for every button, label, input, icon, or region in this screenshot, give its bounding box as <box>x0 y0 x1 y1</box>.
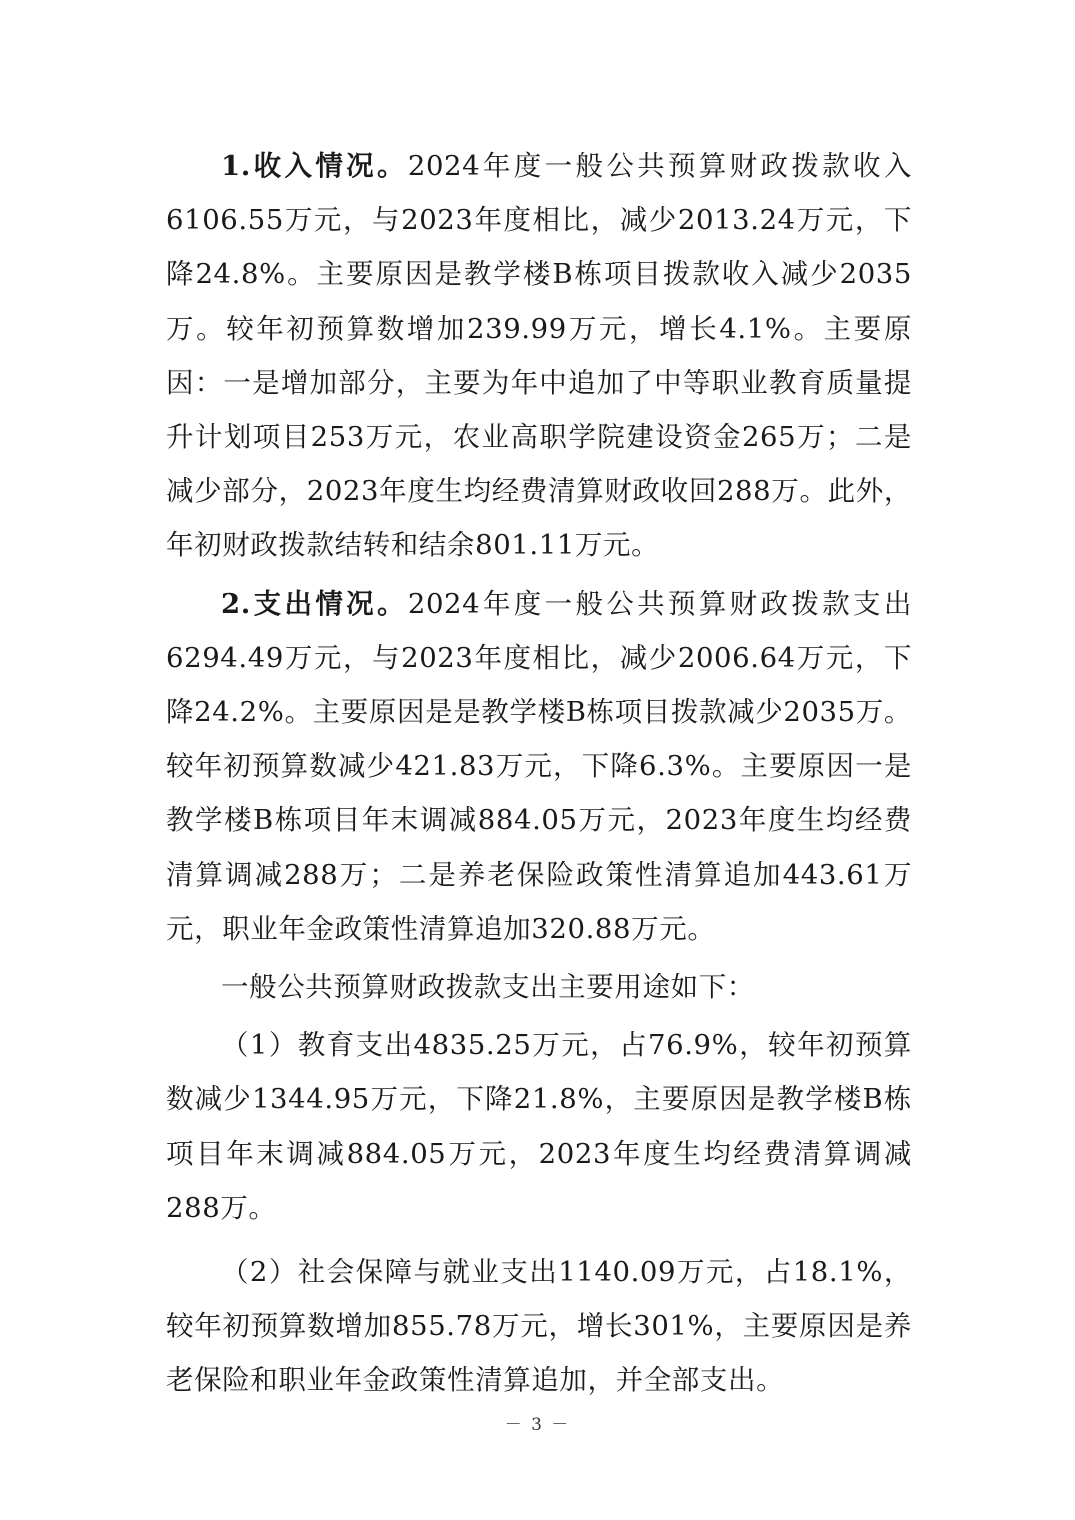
income-paragraph <box>166 139 912 573</box>
income-heading: 1.收入情况。 <box>221 150 408 182</box>
income-body: 2024年度一般公共预算财政拨款收入6106.55万元，与2023年度相比，减少2013.24万元，下降24.8%。主要原因是教学楼B栋项目拨款收入减少2035万。较年初预算数增加239.99万元，增长4.1%。主要原因：一是增加部分，主要为年中追加了中等职业教育质量提升计划项目253万元，农业高职学院建设资金265万；二是减少部分，2023年度生均经费清算财政收回288万。此外，年初财政拨款结转和结余801.11万元。 <box>166 150 912 562</box>
social-security-expenditure-item: （2）社会保障与就业支出1140.09万元，占18.1%，较年初预算数增加855.78万元，增长301%，主要原因是养老保险和职业年金政策性清算追加，并全部支出。 <box>166 1256 912 1397</box>
expenditure-heading: 2.支出情况。 <box>221 587 408 620</box>
page-number: － 3 － <box>504 1415 571 1435</box>
expenditure-body: 2024年度一般公共预算财政拨款支出6294.49万元，与2023年度相比，减少2006.64万元，下降24.2%。主要原因是是教学楼B栋项目拨款减少2035万。较年初预算数减少421.83万元，下降6.3%。主要原因一是教学楼B栋项目年末调减884.05万元，2023年度生均经费清算调减288万；二是养老保险政策性清算追加443.61万元，职业年金政策性清算追加320.88万元。 <box>166 587 912 945</box>
expenditure-paragraph <box>166 577 912 956</box>
uses-intro-paragraph: 一般公共预算财政拨款支出主要用途如下： <box>221 971 755 1004</box>
document-body <box>166 139 912 1408</box>
education-expenditure-item: （1）教育支出4835.25万元，占76.9%，较年初预算数减少1344.95万元，下降21.8%，主要原因是教学楼B栋项目年末调减884.05万元，2023年度生均经费清算调减288万。 <box>166 1029 912 1224</box>
